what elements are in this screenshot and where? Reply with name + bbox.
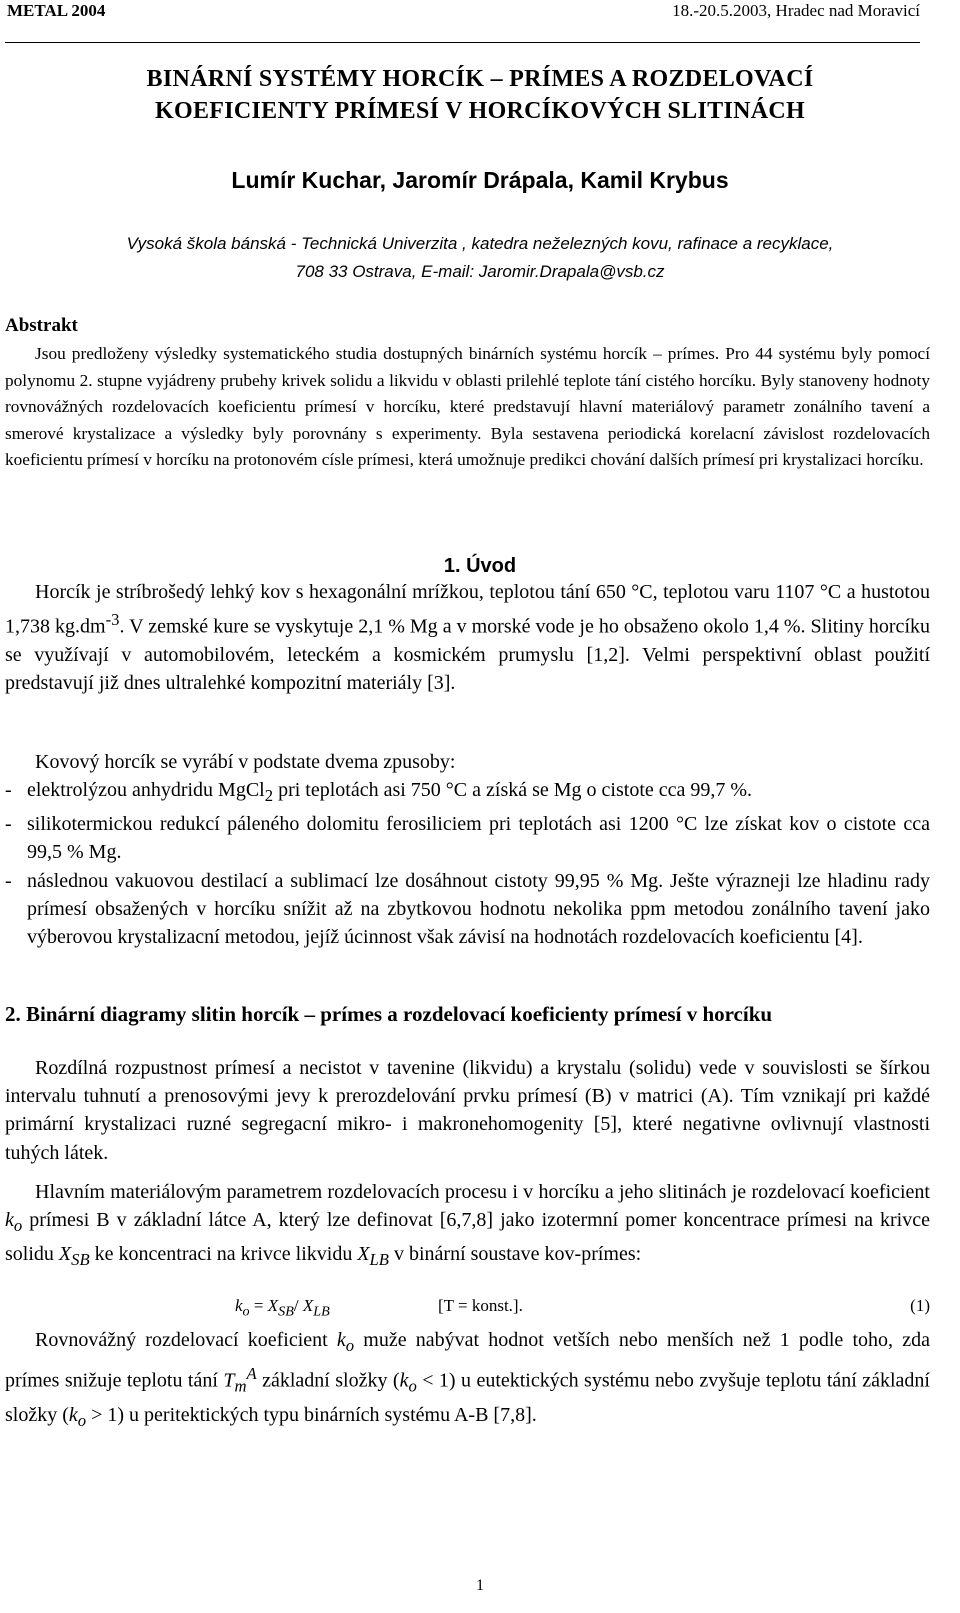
list-item-text: následnou vakuovou destilací a sublimací lze dosáhnout cistoty 99,95 % Mg. Ješte výrazneji lze hladinu rady prímesí obsažených v horcíku snížit až na zbytkovou hodnotu nekolika ppm metodou zonálního tavení jako výberovou krystalizacní metodou, jejíž úcinnost však závisí na hodnotách rozdelovacích koeficientu [4]. [27, 869, 930, 949]
symbol-x: X [58, 1243, 72, 1266]
header-rule [5, 42, 920, 43]
abstract-heading: Abstrakt [5, 315, 78, 336]
symbol-x: X [302, 1296, 314, 1315]
authors: Lumír Kuchar, Jaromír Drápala, Kamil Krybus [231, 167, 729, 193]
list-item-text [27, 776, 930, 810]
section-2-heading: 2. Binární diagramy slitin horcík – prímes a rozdelovací koeficienty prímesí v horcíku [5, 1002, 773, 1026]
intro-paragraph-2: Kovový horcík se vyrábí v podstate dvema zpusoby: [35, 751, 456, 773]
running-header [7, 0, 920, 22]
text-run: < 1) u eutektických systému nebo zvyšuje teplotu tání základní složky ( [5, 1369, 930, 1427]
affiliation [0, 230, 960, 286]
text-run: Rovnovážný rozdelovací koeficient [35, 1329, 337, 1351]
subscript-m: m [234, 1376, 247, 1396]
section-2-paragraph-3 [5, 1326, 930, 1435]
equation-condition: [T = konst.]. [438, 1296, 523, 1315]
list-dash: - [5, 813, 12, 836]
equals-sign: = [249, 1296, 268, 1315]
text-run: pri teplotách asi 750 °C a získá se Mg o cistote cca 99,7 %. [273, 779, 753, 801]
text-run: > 1) u peritektických typu binárních systému A-B [7,8]. [86, 1404, 537, 1427]
list-dash: - [5, 869, 12, 892]
symbol-k: k [336, 1329, 346, 1351]
production-methods-list [5, 776, 930, 951]
equation-number: (1) [910, 1296, 930, 1315]
text-run: muže nabývat hodnot vetších nebo menších než 1 podle toho, zda prímes snižuje teplotu tání [5, 1329, 930, 1392]
superscript-a: A [246, 1364, 257, 1384]
text-run: elektrolýzou anhydridu MgCl [27, 779, 265, 801]
subscript-sb: SB [71, 1250, 90, 1270]
title-line-2: KOEFICIENTY PRÍMESÍ V HORCÍKOVÝCH SLITINÁCH [155, 98, 805, 124]
paper-title [0, 63, 960, 127]
text-run: v binární soustave kov-prímes: [389, 1243, 642, 1266]
superscript: -3 [105, 610, 120, 630]
symbol-k: k [68, 1404, 78, 1427]
subscript-o: o [408, 1376, 417, 1396]
text-run: ke koncentraci na krivce likvidu [89, 1243, 358, 1266]
section-2-paragraph-2 [5, 1178, 930, 1275]
affiliation-line-2: 708 33 Ostrava, E-mail: Jaromir.Drapala@vsb.cz [295, 262, 665, 281]
subscript-lb: LB [369, 1250, 389, 1270]
abstract-text: Jsou predloženy výsledky systematického studia dostupných binárních systému horcík – prímes. Pro 44 systému byly pomocí polynomu 2. stupne vyjádreny prubehy krivek solidu a likvidu v oblasti prilehlé teplote tání cistého horcíku. Byly stanoveny hodnoty rovnovážných rozdelovacích koeficientu prímesí v horcíku, které predstavují hlavní materiálový parametr zonálního tavení a smerové krystalizace a výsledky byly porovnány s experimenty. Byla sestavena periodická korelacní závislost rozdelovacích koeficientu prímesí v horcíku na protonovém císle prímesi, která umožnuje predikci chování dalších prímesí pri krystalizaci horcíku. [5, 344, 930, 469]
section-1-heading: 1. Úvod [443, 555, 517, 577]
symbol-k: k [235, 1296, 243, 1315]
symbol-k: k [5, 1209, 14, 1232]
list-item [5, 867, 930, 952]
list-dash: - [5, 779, 12, 801]
equation-1 [5, 1296, 930, 1320]
section-2-paragraph-1: Rozdílná rozpustnost prímesí a necistot v tavenine (likvidu) a krystalu (solidu) vede v souvislosti se šírkou intervalu tuhnutí a prenosovými jevy k prerozdelování prvku prímesí (B) v matrici (A). Tím vznikají pri každé primární krystalizaci ruzné segregacní mikro- i makronehomogenity [5], které negativne ovlivnují vlastnosti tuhých látek. [5, 1057, 930, 1164]
text-run: základní složky ( [256, 1369, 400, 1392]
conference-date-place: 18.-20.5.2003, Hradec nad Moravicí [672, 1, 920, 20]
symbol-t: T [223, 1369, 235, 1392]
subscript-o: o [77, 1411, 87, 1431]
list-item-text: silikotermickou redukcí páleného dolomitu ferosiliciem pri teplotách asi 1200 °C lze získat kov o cistote cca 99,5 % Mg. [27, 813, 930, 864]
list-item [5, 810, 930, 866]
symbol-x: X [267, 1296, 279, 1315]
text-run: prímesi B v základní látce A, který lze definovat [6,7,8] jako izotermní pomer koncentrace prímesi na krivce solidu [5, 1209, 930, 1266]
text-run: Horcík je stríbrošedý lehký kov s hexagonální mrížkou, teplotou tání 650 °C, teplotou varu 1107 °C a hustotou 1,738 kg.dm [5, 581, 930, 638]
equation-body [235, 1296, 330, 1320]
subscript-o: o [345, 1336, 355, 1355]
text-run: . V zemské kure se vyskytuje 2,1 % Mg a v morské vode je ho obsaženo okolo 1,4 %. Slitiny horcíku se využívají v automobilovém, leteckém a kosmickém prumyslu [1,2]. Velmi perspektivní oblast použití predstavují již dnes ultralehké kompozitní materiály [3]. [5, 615, 930, 695]
list-item [5, 776, 930, 810]
symbol-k: k [399, 1369, 409, 1392]
subscript-o: o [242, 1303, 250, 1320]
subscript-sb: SB [278, 1303, 294, 1320]
subscript-o: o [13, 1216, 23, 1236]
text-run: Hlavním materiálovým parametrem rozdelovacích procesu i v horcíku a jeho slitinách je rozdelovací koeficient [35, 1181, 930, 1203]
intro-paragraph-1 [5, 578, 930, 697]
conference-name: METAL 2004 [7, 1, 106, 20]
subscript-lb: LB [313, 1303, 330, 1320]
division-slash: / [293, 1296, 303, 1315]
affiliation-line-1: Vysoká škola bánská - Technická Univerzita , katedra neželezných kovu, rafinace a recyklace, [126, 234, 834, 253]
title-line-1: BINÁRNÍ SYSTÉMY HORCÍK – PRÍMES A ROZDELOVACÍ [146, 66, 814, 92]
subscript: 2 [264, 786, 274, 805]
page-number: 1 [476, 1577, 484, 1594]
symbol-x: X [357, 1243, 370, 1266]
